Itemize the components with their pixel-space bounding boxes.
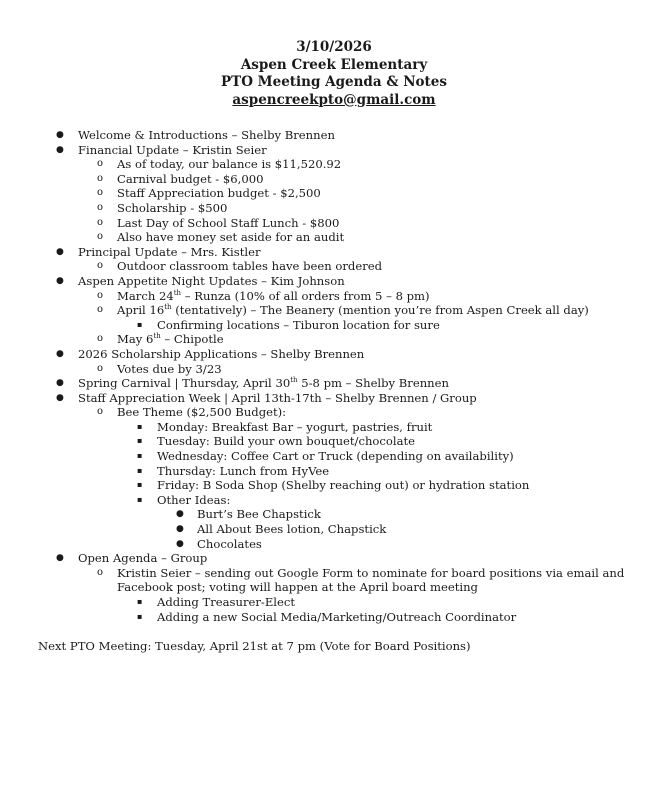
item-text: Burt’s Bee Chapstick (197, 507, 321, 522)
school-name: Aspen Creek Elementary (240, 56, 428, 73)
bullet-icon: ● (56, 130, 64, 140)
list-item (0, 449, 668, 464)
bullet-icon: o (97, 216, 104, 228)
item-text: As of today, our balance is $11,520.92 (117, 157, 342, 172)
bullet-icon: ● (56, 392, 64, 403)
item-text: Adding Treasurer-Elect (157, 595, 296, 609)
item-text: Outdoor classroom tables have been ordered (117, 259, 383, 274)
item-text: May 6 (117, 332, 154, 347)
bullet-icon: ▪ (137, 319, 143, 329)
list-item (0, 522, 668, 537)
bullet-icon: o (97, 201, 104, 213)
bullet-icon: ▪ (137, 421, 143, 431)
item-text: Wednesday: Coffee Cart or Truck (depending on availability) (157, 449, 514, 464)
ordinal-suffix: th (164, 303, 172, 312)
bullet-icon: ● (176, 524, 184, 535)
item-text: All About Bees lotion, Chapstick (197, 522, 387, 537)
bullet-icon: ● (176, 509, 184, 520)
item-text: Kristin Seier – sending out Google Form to nominate for board positions via email and Facebook post; voting will happen at the April board meeting (117, 565, 625, 595)
bullet-icon: ● (176, 538, 184, 549)
item-text: 2026 Scholarship Applications – Shelby Brennen (78, 346, 365, 361)
item-text: Friday: B Soda Shop (Shelby reaching out) or hydration station (157, 478, 530, 493)
item-text: Carnival budget - $6,000 (117, 171, 264, 186)
bullet-icon: ▪ (137, 597, 143, 606)
bullet-icon: o (97, 304, 104, 316)
meeting-date: 3/10/2026 (296, 39, 372, 55)
item-text: Open Agenda – Group (78, 551, 208, 566)
item-text: Welcome & Introductions – Shelby Brennen (78, 128, 335, 142)
list-item (0, 551, 668, 566)
bullet-icon: o (97, 260, 104, 272)
item-text-continued: – Runza (10% of all orders from 5 – 8 pm) (181, 288, 430, 303)
document-title: PTO Meeting Agenda & Notes (221, 74, 447, 91)
list-item (0, 186, 637, 201)
item-text: Scholarship - $500 (117, 200, 228, 215)
bullet-icon: o (97, 333, 104, 345)
bullet-icon: o (97, 289, 104, 301)
item-text: Tuesday: Build your own bouquet/chocolate (157, 434, 416, 449)
list-item (0, 464, 668, 479)
bullet-icon: ● (56, 378, 64, 389)
bullet-icon: ● (56, 275, 64, 286)
item-text: Votes due by 3/23 (117, 361, 222, 376)
agenda-list (0, 128, 668, 624)
bullet-icon: o (97, 158, 104, 170)
list-item (0, 566, 637, 595)
item-text: Staff Appreciation budget - $2,500 (117, 186, 321, 201)
list-item (0, 391, 668, 406)
email-link[interactable]: aspencreekpto@gmail.com (232, 91, 436, 108)
list-item (0, 537, 668, 552)
item-text: Financial Update – Kristin Seier (78, 142, 267, 157)
item-text-continued: (tentatively) – The Beanery (mention you’re from Aspen Creek all day) (171, 303, 589, 318)
list-item (0, 318, 668, 333)
bullet-icon: ● (56, 144, 64, 155)
bullet-icon: ▪ (137, 436, 143, 446)
item-text: Adding a new Social Media/Marketing/Outreach Coordinator (157, 609, 517, 624)
list-item (0, 434, 668, 449)
list-item (0, 128, 668, 143)
next-meeting-note: Next PTO Meeting: Tuesday, April 21st at 7 pm (Vote for Board Positions) (38, 639, 471, 653)
bullet-icon: ● (56, 553, 64, 564)
bullet-icon: ▪ (137, 494, 143, 504)
bullet-icon: ▪ (137, 465, 143, 475)
bullet-icon: ● (56, 348, 64, 359)
list-item (0, 259, 637, 274)
item-text: Also have money set aside for an audit (117, 230, 345, 245)
ordinal-suffix: th (290, 376, 298, 385)
list-item (0, 347, 668, 362)
list-item (0, 478, 668, 493)
item-text: Bee Theme ($2,500 Budget): (117, 405, 287, 420)
item-text-continued: 5-8 pm – Shelby Brennen (297, 376, 449, 391)
bullet-icon: o (97, 187, 104, 199)
bullet-icon: ▪ (137, 611, 143, 621)
item-text: Confirming locations – Tiburon location for sure (157, 317, 440, 332)
item-text: April 16 (117, 303, 165, 318)
list-item (0, 172, 637, 187)
item-text: Thursday: Lunch from HyVee (157, 463, 330, 478)
list-item (0, 201, 637, 216)
list-item (0, 143, 668, 158)
item-text: March 24 (117, 288, 174, 303)
list-item (0, 245, 668, 260)
list-item (0, 216, 637, 231)
bullet-icon: ▪ (137, 451, 143, 461)
ordinal-suffix: th (153, 332, 161, 341)
list-item (0, 303, 637, 318)
list-item (0, 332, 637, 347)
item-text: Chocolates (197, 536, 262, 551)
list-item (0, 274, 668, 289)
bullet-icon: ● (56, 246, 64, 257)
list-item (0, 610, 668, 625)
item-text: Spring Carnival | Thursday, April 30 (78, 376, 291, 391)
list-item (0, 405, 637, 420)
item-text: Aspen Appetite Night Updates – Kim Johnson (78, 273, 345, 288)
list-item (0, 230, 637, 245)
ordinal-suffix: th (173, 288, 182, 297)
bullet-icon: o (97, 362, 104, 374)
item-text: Principal Update – Mrs. Kistler (78, 244, 261, 259)
bullet-icon: o (97, 172, 104, 184)
list-item (0, 507, 668, 522)
bullet-icon: o (97, 231, 104, 243)
item-text: Staff Appreciation Week | April 13th-17th – Shelby Brennen / Group (78, 390, 477, 405)
item-text-continued: – Chipotle (160, 332, 224, 347)
bullet-icon: ▪ (137, 480, 143, 490)
list-item (0, 493, 668, 508)
list-item (0, 362, 637, 377)
item-text: Last Day of School Staff Lunch - $800 (117, 215, 340, 230)
list-item (0, 420, 668, 435)
list-item (0, 376, 668, 391)
document-header (0, 39, 668, 109)
list-item (0, 289, 637, 304)
list-item (0, 157, 637, 172)
bullet-icon: o (97, 406, 104, 418)
item-text: Other Ideas: (157, 492, 231, 507)
item-text: Monday: Breakfast Bar – yogurt, pastries, fruit (157, 419, 433, 434)
bullet-icon: o (97, 566, 104, 578)
list-item (0, 595, 668, 610)
